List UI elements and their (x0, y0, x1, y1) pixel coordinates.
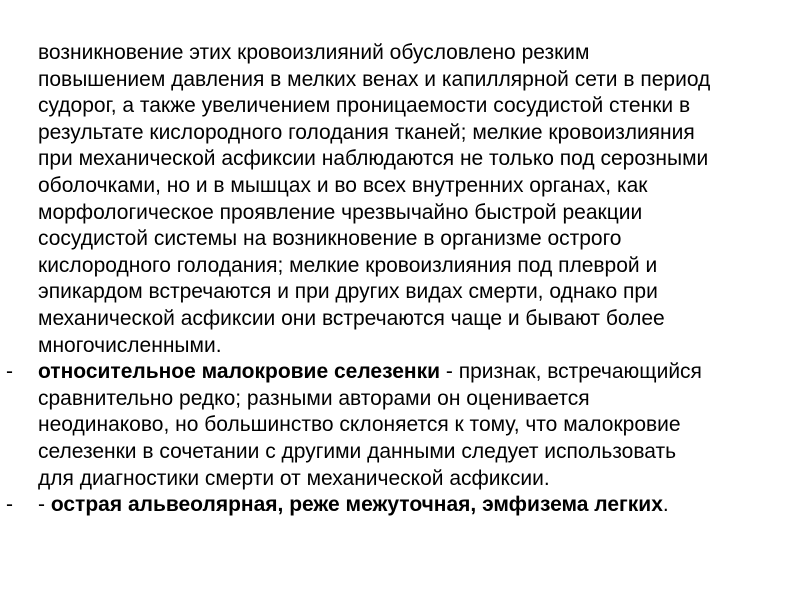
bullet-line: неодинаково, но большинство склоняется к тому, что малокровие (38, 413, 681, 437)
bullet-first-line (38, 492, 793, 519)
bullet-term: относительное малокровие селезенки (38, 360, 441, 384)
slide-body (0, 40, 800, 519)
bullet-line: селезенки в сочетании с другими данными следует использовать (38, 439, 677, 463)
bullet-suffix: . (662, 493, 669, 517)
bullet-item-spleen-anemia (6, 359, 793, 492)
paragraph-line: судорог, а также увеличением проницаемости сосудистой стенки в (38, 94, 691, 118)
paragraph-line: сосудистой системы на возникновение в организме острого (38, 227, 622, 251)
paragraph-line: при механической асфиксии наблюдаются не только под серозными (38, 147, 709, 171)
bullet-prefix: - (38, 493, 51, 517)
bullet-line: сравнительно редко; разными авторами он оценивается (38, 386, 590, 410)
paragraph-line: эпикардом встречаются и при других видах смерти, однако при (38, 280, 658, 304)
bullet-first-line-text: - признак, встречающийся (440, 360, 702, 384)
bullet-first-line (38, 359, 793, 386)
paragraph-line: результате кислородного голодания тканей; мелкие кровоизлияния (38, 120, 695, 144)
paragraph-line: повышением давления в мелких венах и капиллярной сети в период (38, 67, 711, 91)
bullet-term: острая альвеолярная, реже межуточная, эмфизема легких (50, 493, 663, 517)
paragraph-line: многочисленными. (38, 333, 222, 357)
bullet-item-emphysema (6, 492, 793, 519)
paragraph-line: кислородного голодания; мелкие кровоизлияния под плеврой и (38, 253, 658, 277)
bullet-dash-marker: - (6, 493, 13, 517)
paragraph-line: морфологическое проявление чрезвычайно быстрой реакции (38, 200, 643, 224)
bullet-dash-marker: - (6, 360, 13, 384)
paragraph-line: оболочками, но и в мышцах и во всех внутренних органах, как (38, 173, 648, 197)
continuation-paragraph (38, 40, 793, 359)
paragraph-line: механической асфиксии они встречаются чаще и бывают более (38, 306, 665, 330)
paragraph-line: возникновение этих кровоизлияний обусловлено резким (38, 41, 590, 64)
bullet-line: для диагностики смерти от механической асфиксии. (38, 466, 550, 490)
